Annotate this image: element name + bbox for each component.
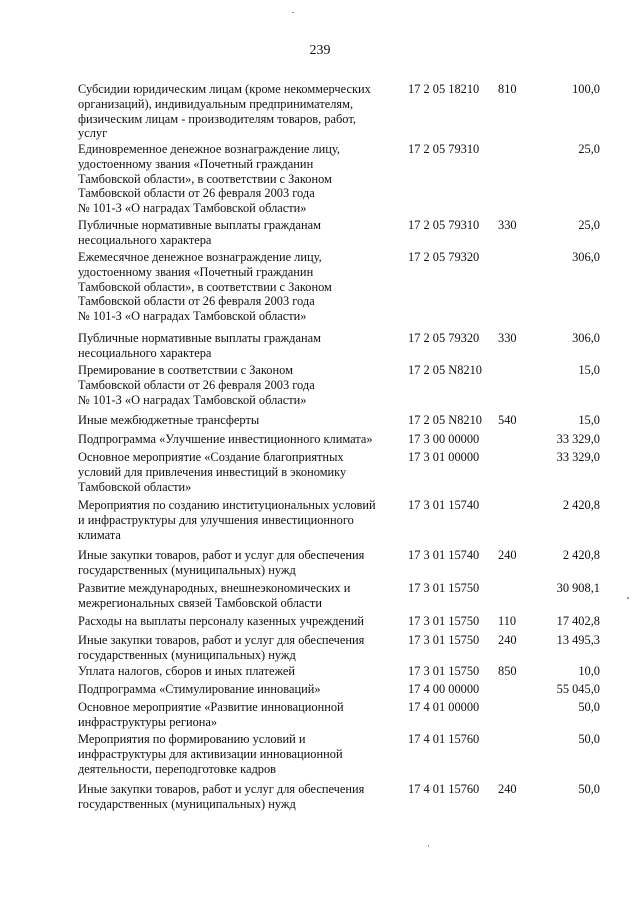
row-amount: 10,0 — [578, 664, 600, 678]
row-expense-type: 330 — [498, 218, 517, 232]
row-amount: 100,0 — [572, 82, 600, 96]
table-row — [0, 682, 640, 700]
row-description: Основное мероприятие «Развитие инновационной инфраструктуры региона» — [78, 700, 344, 729]
row-description: Публичные нормативные выплаты гражданам несоциального характера — [78, 218, 321, 247]
row-amount: 306,0 — [572, 250, 600, 264]
row-code: 17 3 01 15750 — [408, 614, 480, 628]
row-amount: 17 402,8 — [556, 614, 600, 628]
row-expense-type: 110 — [498, 614, 517, 628]
row-code: 17 3 01 15750 — [408, 633, 480, 647]
row-amount: 25,0 — [578, 218, 600, 232]
row-expense-type: 330 — [498, 331, 517, 345]
row-expense-type: 810 — [498, 82, 517, 96]
row-code: 17 3 01 15750 — [408, 581, 480, 595]
table-row — [0, 142, 640, 218]
row-amount: 25,0 — [578, 142, 600, 156]
row-description: Мероприятия по созданию институциональных условий и инфраструктуры для улучшения инвестиционного климата — [78, 498, 376, 542]
row-description: Премирование в соответствии с Законом Тамбовской области от 26 февраля 2003 года № 101-З «О наградах Тамбовской области» — [78, 363, 315, 407]
row-amount: 13 495,3 — [556, 633, 600, 647]
row-description: Субсидии юридическим лицам (кроме некоммерческих организаций), индивидуальным предпринимателям, физическим лицам - производителям товаров, работ, услуг — [78, 82, 371, 141]
table-row — [0, 581, 640, 614]
row-code: 17 2 05 18210 — [408, 82, 480, 96]
row-description: Иные закупки товаров, работ и услуг для обеспечения государственных (муниципальных) нужд — [78, 548, 365, 577]
table-row — [0, 633, 640, 664]
row-description: Единовременное денежное вознаграждение лицу, удостоенному звания «Почетный гражданин Тамбовской области», в соответствии с Законом Тамбовской области от 26 февраля 2003 года № 101-З «О наградах Тамбовской области» — [78, 142, 340, 216]
row-description: Иные закупки товаров, работ и услуг для обеспечения государственных (муниципальных) нужд — [78, 633, 365, 662]
row-amount: 55 045,0 — [556, 682, 600, 696]
row-amount: 50,0 — [578, 700, 600, 714]
page-number: 239 — [309, 43, 331, 58]
row-expense-type: 240 — [498, 782, 517, 796]
row-amount: 50,0 — [578, 732, 600, 746]
row-code: 17 4 00 00000 — [408, 682, 480, 696]
table-row — [0, 700, 640, 732]
row-amount: 306,0 — [572, 331, 600, 345]
table-row — [0, 498, 640, 548]
row-amount: 30 908,1 — [556, 581, 600, 595]
table-row — [0, 614, 640, 633]
row-code: 17 4 01 15760 — [408, 782, 480, 796]
row-amount: 2 420,8 — [562, 548, 600, 562]
row-description: Иные межбюджетные трансферты — [78, 413, 260, 427]
row-code: 17 4 01 00000 — [408, 700, 480, 714]
row-description: Ежемесячное денежное вознаграждение лицу, удостоенному звания «Почетный гражданин Тамбовской области», в соответствии с Законом Тамбовской области от 26 февраля 2003 года № 101-З «О наградах Тамбовской области» — [78, 250, 332, 324]
row-description: Иные закупки товаров, работ и услуг для обеспечения государственных (муниципальных) нужд — [78, 782, 365, 811]
table-row — [0, 218, 640, 250]
row-amount: 2 420,8 — [562, 498, 600, 512]
row-code: 17 2 05 79310 — [408, 142, 480, 156]
row-code: 17 2 05 79310 — [408, 218, 480, 232]
row-amount: 15,0 — [578, 413, 600, 427]
row-code: 17 2 05 N8210 — [408, 363, 482, 377]
table-row — [0, 732, 640, 782]
table-row — [0, 413, 640, 432]
row-description: Подпрограмма «Стимулирование инноваций» — [78, 682, 321, 696]
row-description: Подпрограмма «Улучшение инвестиционного климата» — [78, 432, 373, 446]
row-amount: 33 329,0 — [556, 450, 600, 464]
row-description: Уплата налогов, сборов и иных платежей — [78, 664, 296, 678]
row-code: 17 2 05 79320 — [408, 331, 480, 345]
scan-speck — [292, 12, 294, 13]
row-code: 17 3 01 00000 — [408, 450, 480, 464]
row-code: 17 3 01 15750 — [408, 664, 480, 678]
budget-table — [0, 82, 640, 814]
row-expense-type: 540 — [498, 413, 517, 427]
row-description: Расходы на выплаты персоналу казенных учреждений — [78, 614, 364, 628]
table-row — [0, 363, 640, 413]
table-row — [0, 548, 640, 581]
row-description: Мероприятия по формированию условий и инфраструктуры для активизации инновационной деятельности, переподготовке кадров — [78, 732, 343, 776]
row-expense-type: 850 — [498, 664, 517, 678]
table-row — [0, 250, 640, 331]
row-code: 17 2 05 N8210 — [408, 413, 482, 427]
row-amount: 50,0 — [578, 782, 600, 796]
row-description: Основное мероприятие «Создание благоприятных условий для привлечения инвестиций в экономику Тамбовской области» — [78, 450, 347, 494]
row-amount: 15,0 — [578, 363, 600, 377]
table-row — [0, 782, 640, 814]
row-code: 17 2 05 79320 — [408, 250, 480, 264]
table-row — [0, 331, 640, 363]
row-description: Развитие международных, внешнеэкономических и межрегиональных связей Тамбовской области — [78, 581, 351, 610]
row-code: 17 3 01 15740 — [408, 548, 480, 562]
row-code: 17 4 01 15760 — [408, 732, 480, 746]
table-row — [0, 664, 640, 682]
table-row — [0, 82, 640, 142]
row-code: 17 3 00 00000 — [408, 432, 480, 446]
scan-speck — [627, 597, 629, 599]
scan-speck — [428, 845, 429, 847]
row-code: 17 3 01 15740 — [408, 498, 480, 512]
row-description: Публичные нормативные выплаты гражданам несоциального характера — [78, 331, 321, 360]
row-expense-type: 240 — [498, 548, 517, 562]
row-expense-type: 240 — [498, 633, 517, 647]
table-row — [0, 450, 640, 498]
row-amount: 33 329,0 — [556, 432, 600, 446]
table-row — [0, 432, 640, 450]
